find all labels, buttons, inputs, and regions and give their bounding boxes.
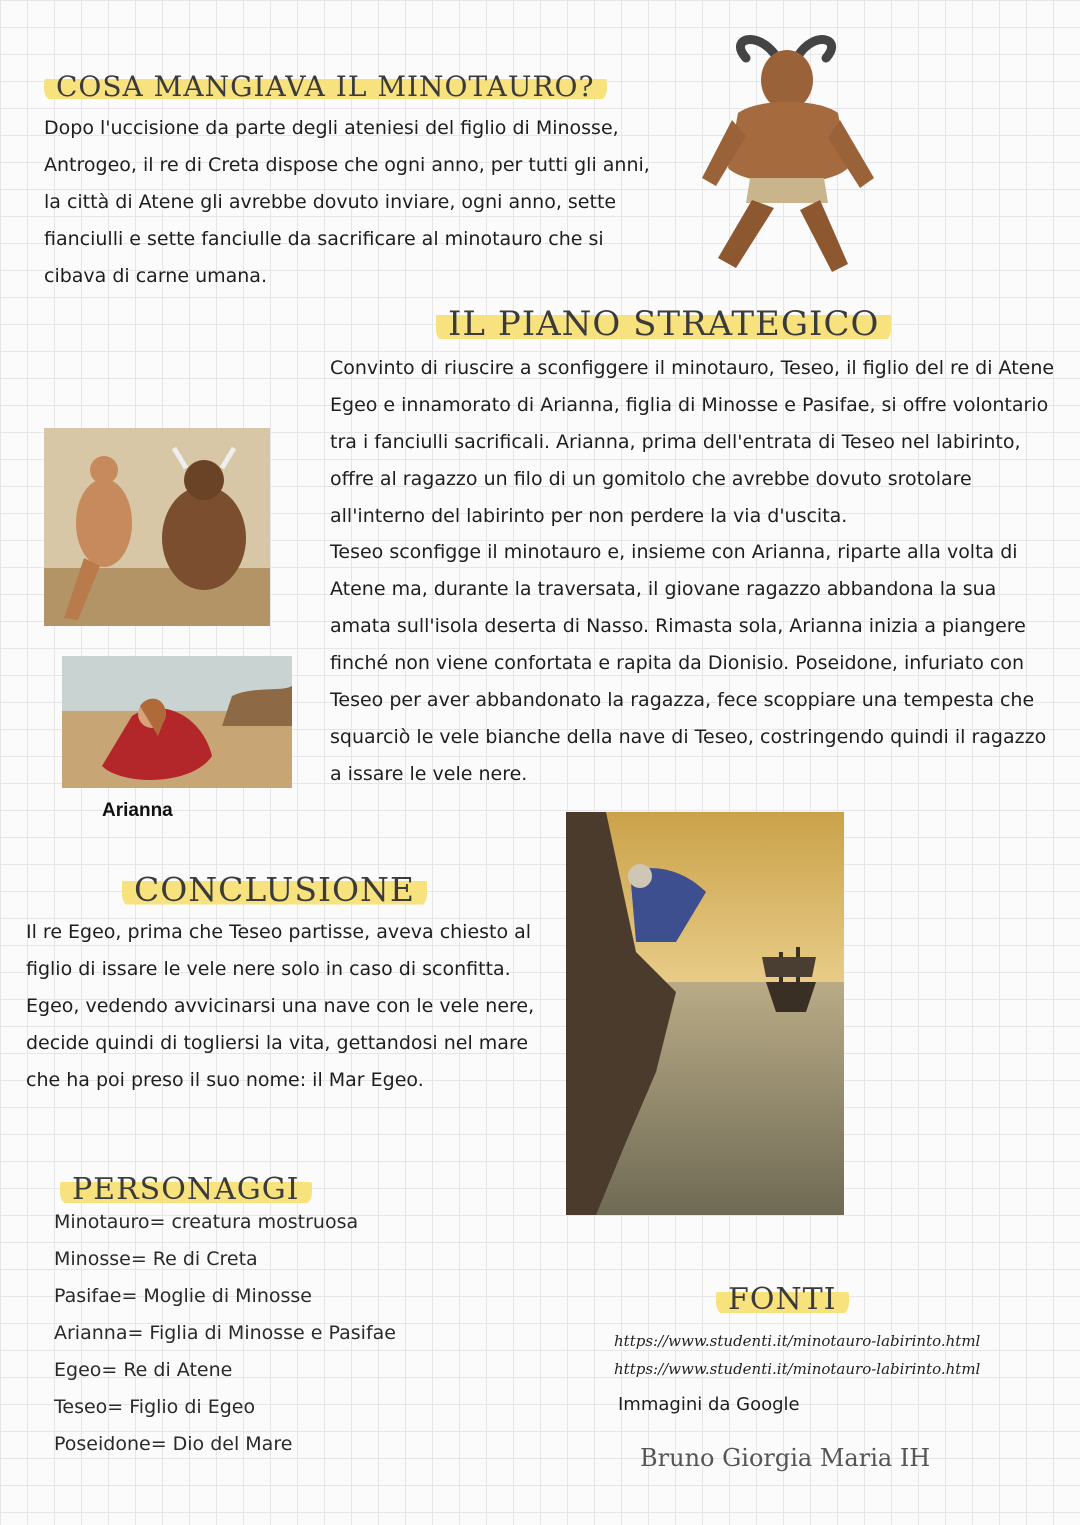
character-item: Minotauro= creatura mostruosa — [54, 1211, 359, 1233]
arianna-caption: Arianna — [102, 800, 173, 821]
minotaur-illustration — [688, 28, 884, 278]
character-item: Egeo= Re di Atene — [54, 1359, 233, 1381]
character-item: Teseo= Figlio di Egeo — [54, 1396, 256, 1418]
arianna-image — [62, 656, 292, 788]
heading-sources — [716, 1282, 849, 1317]
heading-plan-label: IL PIANO STRATEGICO — [436, 304, 891, 344]
plan-text-2: Teseo sconfigge il minotauro e, insieme con Arianna, riparte alla volta di Atene ma, durante la traversata, il giovane ragazzo abbandona la sua amata sull'isola deserta di Nasso. Rimasta sola, Arianna inizia a piangere finché non viene confortata e rapita da Dionisio. Poseidone, infuriato con Teseo per aver abbandonato la ragazza, fece scoppiare una tempesta che squarciò le vele bianche della nave di Teseo, costringendo quindi il ragazzo a issare le vele nere. — [330, 541, 1047, 785]
heading-minotaur-food-label: COSA MANGIAVA IL MINOTAURO? — [44, 70, 607, 103]
heading-minotaur-food — [44, 70, 607, 103]
aegeus-sea-illustration — [566, 812, 844, 1215]
theseus-minotaur-image — [44, 428, 270, 626]
heading-sources-label: FONTI — [716, 1282, 849, 1317]
character-item: Pasifae= Moglie di Minosse — [54, 1285, 312, 1307]
author-name: Bruno Giorgia Maria IH — [640, 1444, 931, 1472]
conclusion-text: Il re Egeo, prima che Teseo partisse, aveva chiesto al figlio di issare le vele nere solo in caso di sconfitta. Egeo, vedendo avvicinarsi una nave con le vele nere, decide quindi di togliersi la vita, gettandosi nel mare che ha poi preso il suo nome: il Mar Egeo. — [26, 921, 535, 1091]
character-item: Poseidone= Dio del Mare — [54, 1433, 293, 1455]
source-link-2[interactable]: https://www.studenti.it/minotauro-labirinto.html — [614, 1360, 981, 1378]
heading-characters — [60, 1172, 312, 1207]
theseus-fight-illustration — [44, 428, 270, 626]
heading-conclusion — [122, 870, 427, 909]
minotaur-image — [688, 28, 884, 278]
aegeus-cliff-image — [566, 812, 844, 1215]
arianna-illustration — [62, 656, 292, 788]
heading-characters-label: PERSONAGGI — [60, 1172, 312, 1207]
heading-conclusion-label: CONCLUSIONE — [122, 870, 427, 909]
characters-list — [54, 1204, 454, 1463]
heading-plan — [436, 304, 891, 344]
source-link-1[interactable]: https://www.studenti.it/minotauro-labirinto.html — [614, 1332, 981, 1350]
character-item: Arianna= Figlia di Minosse e Pasifae — [54, 1322, 396, 1344]
images-source-note: Immagini da Google — [618, 1394, 800, 1415]
minotaur-food-text: Dopo l'uccisione da parte degli ateniesi del figlio di Minosse, Antrogeo, il re di Creta dispose che ogni anno, per tutti gli anni, la città di Atene gli avrebbe dovuto inviare, ogni anno, sette fianciulli e sette fanciulle da sacrificare al minotauro che si cibava di carne umana. — [44, 117, 650, 287]
plan-text-1: Convinto di riuscire a sconfiggere il minotauro, Teseo, il figlio del re di Atene Egeo e innamorato di Arianna, figlia di Minosse e Pasifae, si offre volontario tra i fanciulli sacrificali. Arianna, prima dell'entrata di Teseo nel labirinto, offre al ragazzo un filo di un gomitolo che avrebbe dovuto srotolare all'interno del labirinto per non perdere la via d'uscita. — [330, 357, 1055, 527]
character-item: Minosse= Re di Creta — [54, 1248, 258, 1270]
